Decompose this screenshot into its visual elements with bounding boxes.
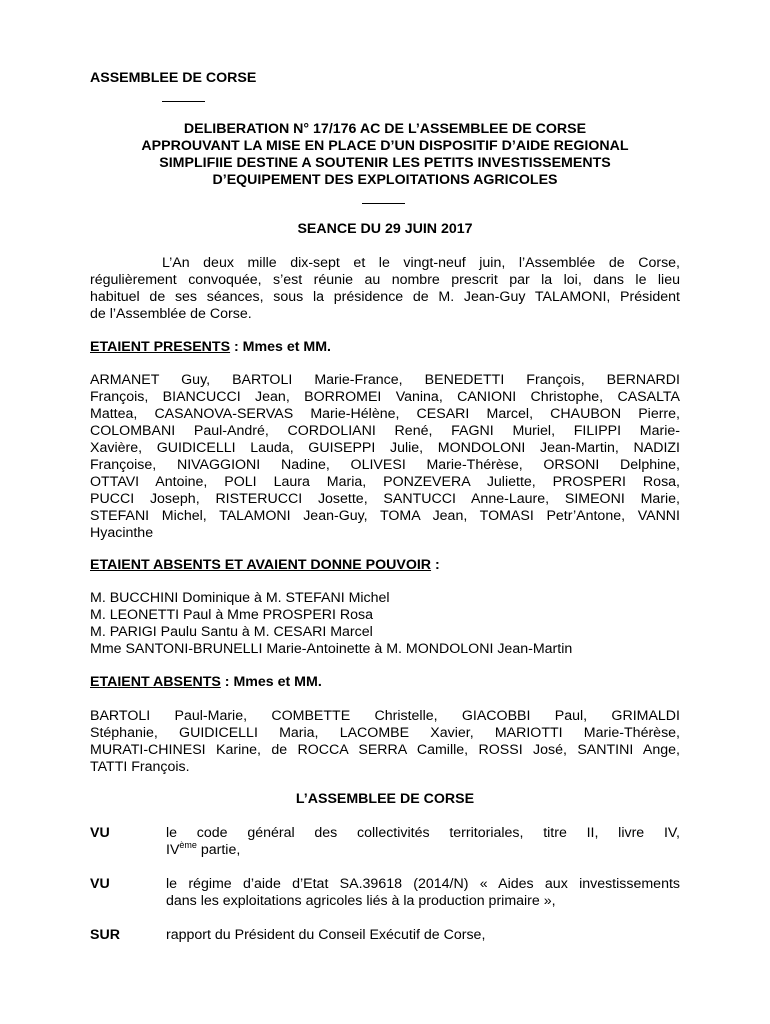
- proxy-line: M. PARIGI Paulu Santu à M. CESARI Marcel: [90, 624, 373, 640]
- ordinal-suffix: ème: [179, 840, 197, 850]
- absent-line: TATTI François.: [90, 759, 190, 775]
- item-text: [166, 927, 680, 944]
- header-divider: [162, 101, 205, 102]
- item-label: SUR: [90, 927, 120, 943]
- proxy-line: M. LEONETTI Paul à Mme PROSPERI Rosa: [90, 607, 374, 623]
- absent-line: MURATI-CHINESI Karine, de ROCCA SERRA Camille, ROSSI José, SANTINI Ange,: [90, 742, 680, 758]
- proxy-heading: [90, 557, 440, 574]
- present-heading-suffix: : Mmes et MM.: [230, 339, 331, 355]
- present-members-list: [90, 372, 680, 542]
- item-line: rapport du Président du Conseil Exécutif de Corse,: [166, 927, 486, 943]
- assembly-heading: L’ASSEMBLEE DE CORSE: [295, 791, 475, 807]
- member-line: ARMANET Guy, BARTOLI Marie-France, BENEDETTI François, BERNARDI: [90, 372, 680, 388]
- item-line: le code général des collectivités territoriales, titre II, livre IV,: [166, 825, 680, 841]
- intro-paragraph: [90, 255, 680, 323]
- absent-heading-suffix: : Mmes et MM.: [220, 674, 322, 690]
- member-line: Hyacinthe: [90, 525, 154, 541]
- item-line-tail: partie,: [196, 842, 241, 858]
- absent-list: [90, 708, 680, 776]
- title-line: SIMPLIFIIE DESTINE A SOUTENIR LES PETITS INVESTISSEMENTS: [159, 155, 611, 171]
- intro-line: habituel de ses séances, sous la présidence de M. Jean-Guy TALAMONI, Président: [90, 289, 680, 305]
- member-line: Mattea, CASANOVA-SERVAS Marie-Hélène, CESARI Marcel, CHAUBON Pierre,: [90, 406, 680, 422]
- item-text: [166, 825, 680, 859]
- title-line: APPROUVANT LA MISE EN PLACE D’UN DISPOSITIF D’AIDE REGIONAL: [141, 138, 629, 154]
- absent-heading-label: ETAIENT ABSENTS: [90, 674, 221, 690]
- member-line: STEFANI Michel, TALAMONI Jean-Guy, TOMA Jean, TOMASI Petr’Antone, VANNI: [90, 508, 680, 524]
- member-line: PUCCI Joseph, RISTERUCCI Josette, SANTUCCI Anne-Laure, SIMEONI Marie,: [90, 491, 680, 507]
- item-line: dans les exploitations agricoles liés à la production primaire »,: [166, 893, 556, 909]
- session-date: SEANCE DU 29 JUIN 2017: [297, 221, 473, 237]
- item-line: le régime d’aide d’Etat SA.39618 (2014/N) « Aides aux investissements: [166, 876, 680, 892]
- proxy-line: Mme SANTONI-BRUNELLI Marie-Antoinette à M. MONDOLONI Jean-Martin: [90, 641, 573, 657]
- intro-line: L’An deux mille dix-sept et le vingt-neuf juin, l’Assemblée de Corse,: [162, 255, 680, 271]
- deliberation-title: [90, 121, 680, 189]
- absent-line: BARTOLI Paul-Marie, COMBETTE Christelle, GIACOBBI Paul, GRIMALDI: [90, 708, 680, 724]
- title-line: D’EQUIPEMENT DES EXPLOITATIONS AGRICOLES: [212, 172, 558, 188]
- item-text: [166, 876, 680, 910]
- title-divider: [362, 203, 405, 204]
- member-line: COLOMBANI Paul-André, CORDOLIANI René, FAGNI Muriel, FILIPPI Marie-: [90, 423, 680, 439]
- assembly-name: ASSEMBLEE DE CORSE: [90, 70, 257, 86]
- member-line: Xavière, GUIDICELLI Lauda, GUISEPPI Julie, MONDOLONI Jean-Martin, NADIZI: [90, 440, 680, 456]
- present-heading: [90, 339, 331, 356]
- proxy-heading-suffix: :: [431, 557, 440, 573]
- absent-heading: [90, 674, 322, 691]
- roman-numeral: IV: [166, 842, 180, 858]
- item-line: [166, 842, 680, 859]
- absent-line: Stéphanie, GUIDICELLI Maria, LACOMBE Xavier, MARIOTTI Marie-Thérèse,: [90, 725, 680, 741]
- proxy-line: M. BUCCHINI Dominique à M. STEFANI Michel: [90, 590, 390, 606]
- present-heading-label: ETAIENT PRESENTS: [90, 339, 231, 355]
- proxy-heading-label: ETAIENT ABSENTS ET AVAIENT DONNE POUVOIR: [90, 557, 432, 573]
- intro-line: de l’Assemblée de Corse.: [90, 306, 252, 322]
- proxy-list: [90, 590, 680, 658]
- intro-line: régulièrement convoquée, s’est réunie au nombre prescrit par la loi, dans le lieu: [90, 272, 680, 288]
- item-label: VU: [90, 825, 110, 841]
- member-line: François, BIANCUCCI Jean, BORROMEI Vanina, CANIONI Christophe, CASALTA: [90, 389, 680, 405]
- title-line: DELIBERATION N° 17/176 AC DE L’ASSEMBLEE DE CORSE: [183, 121, 587, 137]
- member-line: Françoise, NIVAGGIONI Nadine, OLIVESI Marie-Thérèse, ORSONI Delphine,: [90, 457, 680, 473]
- item-label: VU: [90, 876, 110, 892]
- member-line: OTTAVI Antoine, POLI Laura Maria, PONZEVERA Juliette, PROSPERI Rosa,: [90, 474, 680, 490]
